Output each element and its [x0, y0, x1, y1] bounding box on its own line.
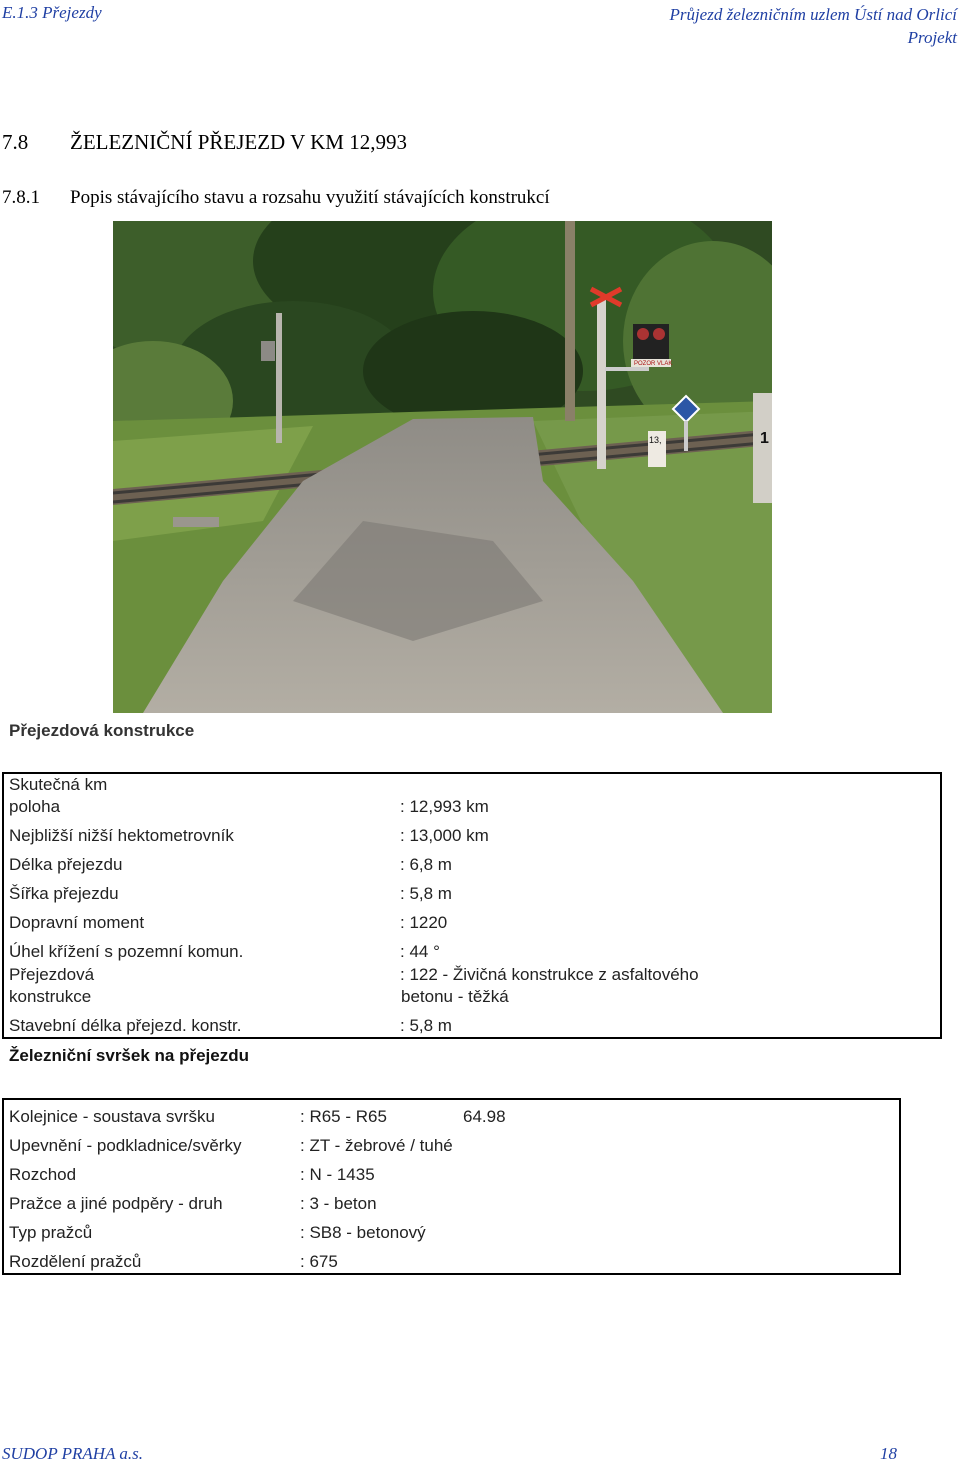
row-construction-label	[9, 964, 94, 1008]
heading-description-text: Popis stávajícího stavu a rozsahu využití stávajících konstrukcí	[70, 187, 550, 208]
km-post-label: 13,	[649, 435, 662, 445]
row-gauge-value: : N - 1435	[300, 1165, 375, 1184]
footer-page-number: 18	[880, 1444, 897, 1463]
row-traffic-moment-value: : 1220	[400, 913, 448, 932]
row-construction-value-line1: : 122 - Živičná konstrukce z asfaltového	[400, 965, 699, 984]
warning-sign-text: POZOR VLAK	[634, 361, 673, 367]
row-length-label: Délka přejezdu	[9, 855, 123, 874]
row-sleeper-type-value: : SB8 - betonový	[300, 1223, 426, 1242]
row-construction-value-line2: betonu - těžká	[401, 987, 509, 1006]
row-width-value: : 5,8 m	[400, 884, 452, 903]
row-km-position-label-line1: Skutečná km	[9, 775, 108, 794]
row-rails-extra: 64.98	[463, 1107, 506, 1126]
row-length-value: : 6,8 m	[400, 855, 452, 874]
row-construction-label-line2: konstrukce	[9, 987, 92, 1006]
row-hectometer-label: Nejbližší nižší hektometrovník	[9, 826, 234, 845]
row-sleeper-kind-label: Pražce a jiné podpěry - druh	[9, 1194, 223, 1213]
crossing-photo	[113, 221, 772, 713]
row-construction-label-line1: Přejezdová	[9, 965, 95, 984]
heading-description	[2, 187, 550, 209]
row-rails-value: : R65 - R65	[300, 1107, 387, 1126]
header-project-title	[669, 3, 957, 49]
row-angle-value: : 44 °	[400, 942, 440, 961]
row-sleeper-spacing-value: : 675	[300, 1252, 338, 1271]
row-sleeper-kind-value: : 3 - beton	[300, 1194, 377, 1213]
row-construction-value	[400, 964, 699, 1008]
row-fastening-label: Upevnění - podkladnice/svěrky	[9, 1136, 242, 1155]
header-project-name: Průjezd železničním uzlem Ústí nad Orlicí	[669, 5, 957, 24]
row-gauge-label: Rozchod	[9, 1165, 77, 1184]
row-width-label: Šířka přejezdu	[9, 884, 119, 903]
header-project-phase: Projekt	[907, 28, 957, 47]
row-sleeper-spacing-label: Rozdělení pražců	[9, 1252, 142, 1271]
row-fastening-value: : ZT - žebrové / tuhé	[300, 1136, 453, 1155]
heading-crossing-number: 7.8	[2, 130, 29, 154]
section-track-superstructure-title: Železniční svršek na přejezdu	[9, 1046, 249, 1065]
row-build-length-value: : 5,8 m	[400, 1016, 452, 1035]
row-hectometer-value: : 13,000 km	[400, 826, 489, 845]
row-km-position-label-line2: poloha	[9, 797, 61, 816]
heading-crossing	[2, 130, 407, 155]
crossing-photo-illustration	[113, 221, 772, 713]
cabinet-label: 1	[760, 430, 769, 447]
footer-company: SUDOP PRAHA a.s.	[2, 1444, 144, 1463]
row-km-position-label	[9, 774, 107, 818]
row-traffic-moment-label: Dopravní moment	[9, 913, 145, 932]
row-km-position-value: : 12,993 km	[400, 797, 489, 816]
row-rails-label: Kolejnice - soustava svršku	[9, 1107, 215, 1126]
row-sleeper-type-label: Typ pražců	[9, 1223, 93, 1242]
row-build-length-label: Stavební délka přejezd. konstr.	[9, 1016, 242, 1035]
heading-crossing-text: ŽELEZNIČNÍ PŘEJEZD V KM 12,993	[70, 130, 407, 154]
heading-description-number: 7.8.1	[2, 187, 40, 208]
header-document-section: E.1.3 Přejezdy	[2, 3, 102, 22]
row-angle-label: Úhel křížení s pozemní komun.	[9, 942, 244, 961]
section-crossing-construction-title: Přejezdová konstrukce	[9, 721, 195, 740]
